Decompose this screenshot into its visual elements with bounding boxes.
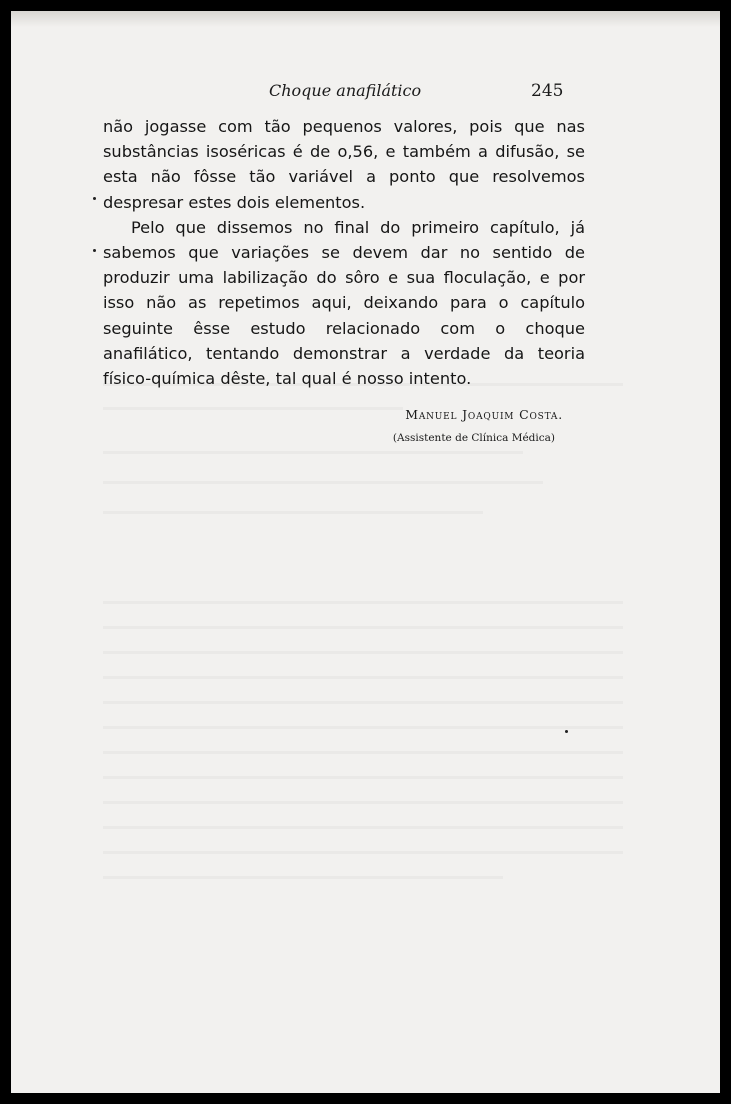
bleed-through-line [103,383,623,386]
paper-speck [93,197,96,200]
paper-speck [565,730,568,733]
bleed-through-line [103,651,623,654]
bleed-through-line [103,451,523,454]
bleed-through-line [103,726,623,729]
bleed-through-line [103,601,623,604]
paragraph-1: não jogasse com tão pequenos valores, pois que nas substâncias isoséricas é de o,56, e também a difusão, se esta não fôsse tão variável a ponto que resolvemos despresar estes dois elementos. [103,117,585,212]
author-affiliation: (Assistente de Clínica Médica) [392,432,555,444]
bleed-through-line [103,701,623,704]
bleed-through-line [103,626,623,629]
paragraph-2: Pelo que dissemos no final do primeiro capítulo, já sabemos que variações se devem dar no sentido de produzir uma labilização do sôro e sua floculação, e por isso não as repetimos aqui, deixando para o capítulo seguinte êsse estudo relacionado com o choque anafilático, tentando demonstrar a verdade da teoria físico-química dêste, tal qual é nosso intento. [103,217,585,389]
bleed-through-line [103,776,623,779]
bleed-through-line [103,481,543,484]
page-number: 245 [531,81,564,101]
document-page [11,11,720,1093]
page-top-shadow [11,11,720,27]
running-title: Choque anafilático [269,81,422,100]
bleed-through-line [103,801,623,804]
bleed-through-line [103,876,503,879]
bleed-through-line [103,751,623,754]
bleed-through-line [103,511,483,514]
paper-speck [93,249,96,252]
body-text [103,114,585,391]
bleed-through-line [103,676,623,679]
bleed-through-line [103,826,623,829]
author-signature: Manuel Joaquim Costa. [405,407,563,422]
bleed-through-line [103,851,623,854]
bleed-through-line [103,407,403,410]
page-header [11,81,720,105]
